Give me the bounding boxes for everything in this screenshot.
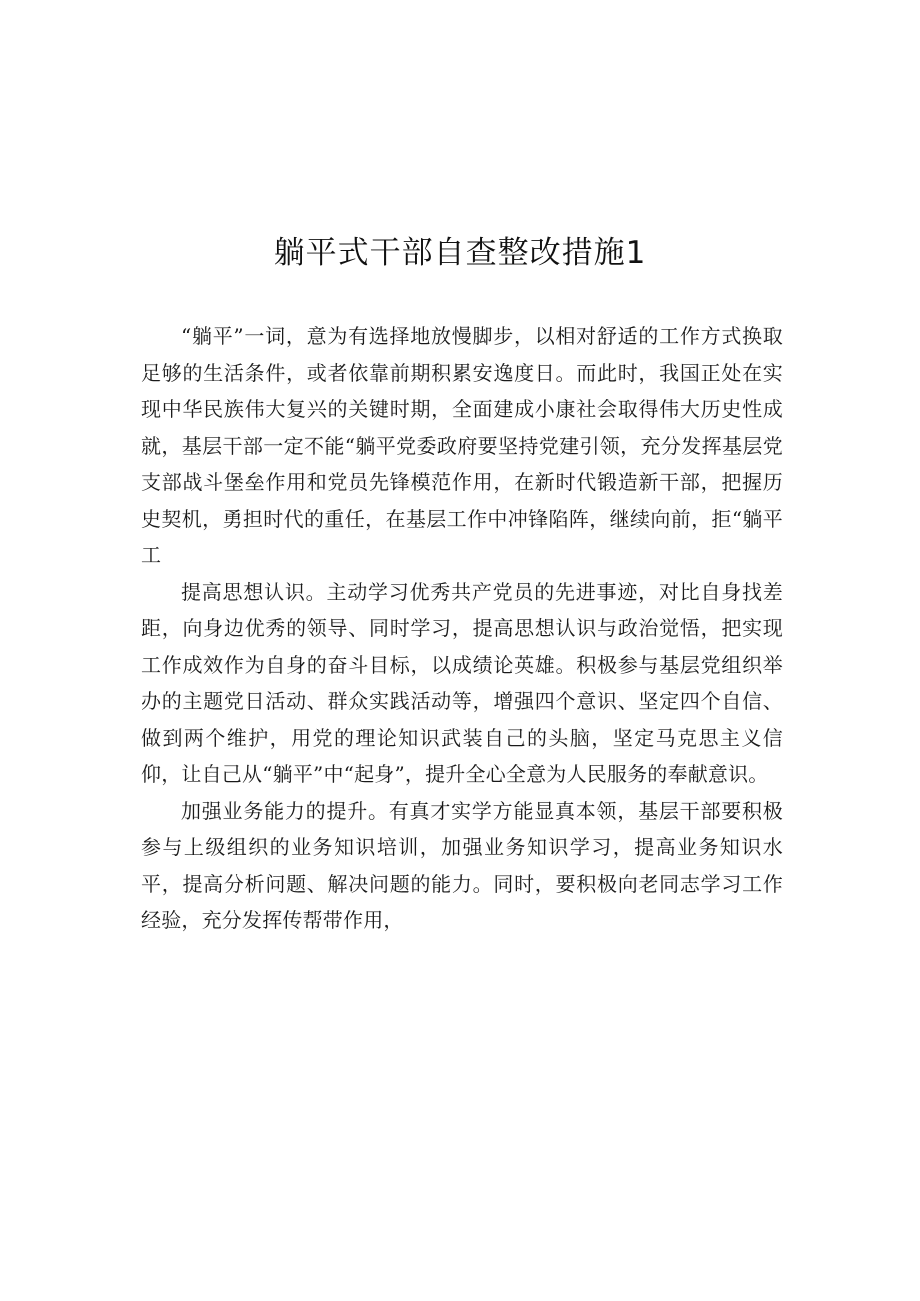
paragraph-intro: “躺平”一词，意为有选择地放慢脚步，以相对舒适的工作方式换取足够的生活条件，或者依靠前期积累安逸度日。而此时，我国正处在实现中华民族伟大复兴的关键时期，全面建成小康社会取得伟大历史性成就，基层干部一定不能“躺平党委政府要坚持党建引领，充分发挥基层党支部战斗堡垒作用和党员先锋模范作用，在新时代锻造新干部，把握历史契机，勇担时代的重任，在基层工作中冲锋陷阵，继续向前，拒“躺平工: [141, 324, 783, 567]
document-title: 躺平式干部自查整改措施1: [273, 235, 647, 271]
paragraph-thinking: 提高思想认识。主动学习优秀共产党员的先进事迹，对比自身找差距，向身边优秀的领导、同时学习，提高思想认识与政治觉悟，把实现工作成效作为自身的奋斗目标，以成绩论英雄。积极参与基层党组织举办的主题党日活动、群众实践活动等，增强四个意识、坚定四个自信、做到两个维护，用党的理论知识武装自己的头脑，坚定马克思主义信仰，让自己从“躺平”中“起身”，提升全心全意为人民服务的奉献意识。: [141, 579, 783, 786]
paragraph-ability: 加强业务能力的提升。有真才实学方能显真本领，基层干部要积极参与上级组织的业务知识培训，加强业务知识学习，提高业务知识水平，提高分析问题、解决问题的能力。同时，要积极向老同志学习工作经验，充分发挥传帮带作用，: [141, 798, 783, 932]
document-body: [141, 318, 783, 939]
